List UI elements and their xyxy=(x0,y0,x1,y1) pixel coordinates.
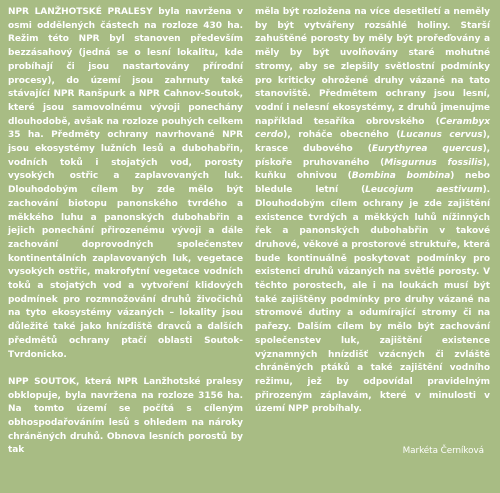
species-name: Lucanus cervus xyxy=(400,130,483,141)
species-name: Cerambyx cerdo xyxy=(255,116,490,141)
text-run: ) nebo bledule letní ( xyxy=(255,171,490,196)
species-name: Bombina bombina xyxy=(351,171,451,182)
heading-npr-lanzhotske-pralesy: NPR LANŽHOTSKÉ PRALESY xyxy=(8,7,153,17)
paragraph-lanzhotske-pralesy xyxy=(8,6,243,362)
species-name: Misgurnus fossilis xyxy=(384,157,483,168)
text-run: měla být rozložena na více desetiletí a neměly by být vytvářeny rozsáhlé holiny. Starší zahuštěné porosty by měly být prořeďovány a měly by být uvolňovány staré mohutné stromy, aby se zlepšily světlostní podmínky pro kriticky ohrožené druhy vázané na tato stanoviště. Předmětem ochrany jsou lesní, vodní i nelesní ekosystémy, z druhů jmenujme například tesaříka obrovského ( xyxy=(255,7,490,127)
paragraph-text: , která NPR Lanžhotské pralesy obklopuje, byla navržena na rozloze 3156 ha. Na tomto území se počítá s cíleným obhospodařováním lesů s ohledem na nároky chráněných druhů. Obnova lesních porostů by tak xyxy=(8,376,243,456)
species-name: Eurythyrea quercus xyxy=(371,144,483,155)
text-run: ), pískoře pruhovaného ( xyxy=(255,144,491,168)
left-column xyxy=(8,6,243,493)
paragraph-continuation xyxy=(255,6,490,417)
author-signature: Markéta Černíková xyxy=(402,446,484,457)
paragraph-text: byla navržena v osmi oddělených částech na rozloze 430 ha. Režim této NPR byl stanoven především bezzásahový (jedná se o lesní lokalitu, kde probíhají či jsou nastartovány přírodní procesy), do území jsou zahrnuty také stávající NPR Ranšpurk a NPR Cahnov-Soutok, které jsou samovolnému vývoji ponechány dlouhodobě, avšak na rozloze pouhých celkem 35 ha. Předměty ochrany navrhované NPR jsou ekosystémy lužních lesů a dubohabřin, vodních toků i stojatých vod, porosty vysokých ostřic a zaplavovaných luk. Dlouhodobým cílem by zde mělo být zachování biotopu panonského tvrdého a měkkého luhu a panonských dubohabřin a jejich ponechání přirozenému vývoji a dále zachování doprovodných společenstev kontinentálních zaplavovaných luk, vegetace vysokých ostřic, makrofytní vegetace vodních toků a stojatých vod a vytvoření klidových podmínek pro rozmnožování druhů živočichů na tyto ekosystémy vázaných – lokality jsou důležité také jako hnízdiště dravců a dalších předmětů ochrany ptačí oblasti Soutok-Tvrdonicko. xyxy=(8,7,243,360)
paragraph-soutok xyxy=(8,376,243,458)
heading-npp-soutok: NPP SOUTOK xyxy=(8,376,76,387)
text-run: ). Dlouhodobým cílem ochrany je zde zajištění existence tvrdých a měkkých luhů nížinných řek a panonských dubohabřin v takové druhové, věkové a prostorové struktuře, která bude kontinuálně poskytovat podmínky pro existenci druhů vázaných na světlé porosty. V těchto porostech, ale i na loukách musí být také zajištěny podmínky pro druhy vázané na stromové dutiny a odumírající stromy či na pařezy. Dalším cílem by mělo být zachování společenstev luk, zajištění existence významných hnízdišť vzácných či zvláště chráněných ptáků a také zajištění vodního režimu, jež by odpovídal pravidelným přirozeným záplavám, které v minulosti v území NPP probíhaly. xyxy=(255,185,490,415)
species-name: Leucojum aestivum xyxy=(365,185,483,196)
text-run: ), kuňku ohnivou ( xyxy=(255,157,490,182)
right-column xyxy=(255,6,490,493)
text-run: ), krasce dubového ( xyxy=(255,130,490,155)
text-run: ), roháče obecného ( xyxy=(283,130,401,141)
